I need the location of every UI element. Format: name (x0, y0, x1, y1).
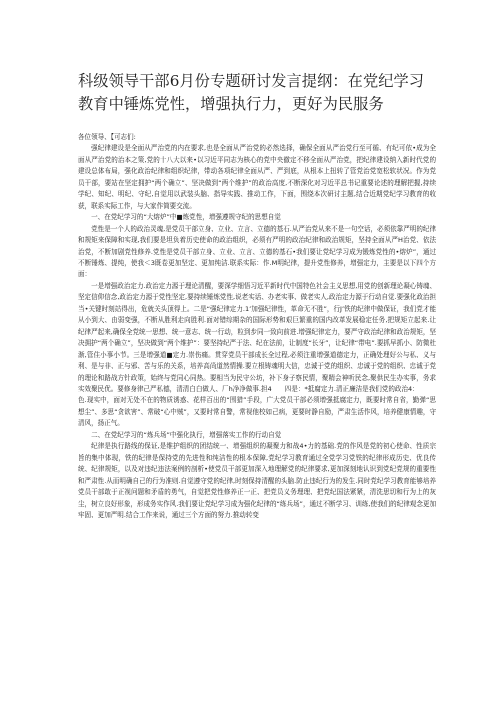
section-two-heading: 二、在党纪学习的“炼兵场”中强化执行，增强落实工作的行动自觉 (91, 430, 282, 439)
intro-paragraph: 强纪律建设是全面从严治党的内在要求,也是全面从严治党的必然选择，确保全面从严治党行至可循、有纪可依•成为全面从严治党的治本之策,党的十八大以来•以习近平同志为核心的党中央徹定不移全面从严治党，把纪律建设纳入新时代党的建设总体布局，强化政治纪律和组织纪律，带动各项纪律全面从严、严到底，从根本上扭转了管党治党宽松软状况。作为党员干部，要站在坚定拥护“两个确立”、坚决做到“两个维护”的政治高度,不断深化对习近平总书记重要论述的理解把握,持续学纪、知纪、明纪、守纪,自觉用以武装头脑、指导实践、推动工作，下面，围绕本次研讨主题,结合近期党纪学习教育的收获，联系实际工作，与大家作简要交流。 (78, 144, 436, 210)
salutation-paragraph: 各位领导、【可志们: (78, 133, 136, 141)
document-title: 科级领导干部6月份专题研讨发言提纲：在党纪学习教育中锤炼党性，增强执行力，更好为民服务 (78, 72, 425, 113)
section-one-paragraph: 党性是一个人的政治灵魂,是党员干部立身、立业、立言、立德的基石.从严治党从来不是一句空话，必须依靠严明的纪律和规矩来保障和实现,我们要是坦负着历史使命的政治组织，必须有严明的政治纪律和政治规矩，坚持全面从严H治党、依法治党，不断加剧党性修养.党性是党员干部立身、立业、立言、立德的基石•我们要让党纪学习成为锻炼党性的•熔炉”，通过不断锤炼、提纯，使我＜3既卷更加坚定、更加纯洁.联系实际：作.M明纪律，提升党性修养，增强定力，主要是以下四个方面： (78, 224, 436, 279)
section-two-paragraph: 纪律是执行路线的保证,是维护组织的团结统一、增强组织的凝聚力和战4•力的基础.党的作风是党的初心使命、性质宗旨的集中体现，铁的纪律是保持党的先进性和纯洁性的根本保障,党纪学习教育通过全党学习党铁的纪律形成历史、优良传统、纪律规矩，以及对违纪违法案例的剖析•使党员干部更加深入地理解党的纪律要求,更加深刻地认识到党纪党规的重要性和严肃性.从而明确自己的行为准则.自觉遵守党的纪律,时刻保持清醒的头脑.防止违纪行为的发生.同时党纪学习教育能够培养党员干部敢于正视问题和矛盾的勇气，自觉把党性修养正一正、把党员义务理理、把党纪国法紧紧，清洗思切和行为上的灰尘，树立良好形象，形成务实作风.我们要让党纪学习成为强化纪律的“练兵场”，通过不断学习、训练,使我们的纪律观念更加牢固、更加严明.结合工作来说，通过三个方面的努力.推动转变 (78, 442, 436, 519)
section-one-points-paragraph: 一是增强政治定力.政治定力源于理论清醒，要深学细悟习近平新时代中国特色社会主义思想,用党的创新理论凝心铸魂、坚定信仰信念,政治定力源于党性坚定,要持续锤炼党性,说老实话、办老实事、做老实人,政治定力源于行动自觉.要强化政治担当•关键时刻站得出，危就关头顶得上。二是“强纪律定力.1’加强纪律性，革命无不胜”，行J’铁的纪律中做保证，我们党才能从小到大、由弱变强，不断从胜利走向胜利.面对错综期杂的国际形势和艰巨繁重的国内改革发展稳定任务,把规矩立起来.让纪律严起来,确保全党统一思想、统一意志、统一行动，粒到步同一致向前进.增强纪律定力，要严守政治纪律和政治规矩，坚决拥护“两个确立”，坚决做到“两个维护”：要坚持纪严于法、纪在法前，让制度“长牙”，让纪律“带电”.要抓早抓小、防微杜渐,管住小事小节。三是增强道■定力.崇伤痛。贯穿党员干部成长全过程,必须注重增强道德定力，正确处理好公与私、义与利、是与非、正与邪、苦与乐的关系，培养高尚道然情操.要立根铸魂明大信，忠诚于党的组织、忠诚于党的组织、忠诚于党的理论和路战方针政策，始终与党同心同热。要相当为民守公坊，补下身子察民情，聚精会神听民念,聚供民生办实事，务求实效聚民优。要修身律己严私德，清清白白做人、厂h净净做事.担4 四是：*抵腐定力.清正廉洁是我们党的政治4： (78, 281, 436, 393)
document-body (78, 132, 436, 521)
section-one-heading: 一、在党纪学习的“大熔炉”中■炼党性，增强遵规守纪的思想自觉 (91, 213, 281, 222)
section-one-closing-paragraph: 色.现实中，面对无处不在的物质诱惑、花样百出的“围猎”手段，广大党员干部必须增强抵腐定力，既要时常自省，勤弹“思想尘”、多思“贪欲害”、常破“心中贼”，又要时常自警，常视他校如己病，更要时静自励，严肃生活作风，培养健康情趣，守清风，扬正气。 (78, 396, 436, 428)
